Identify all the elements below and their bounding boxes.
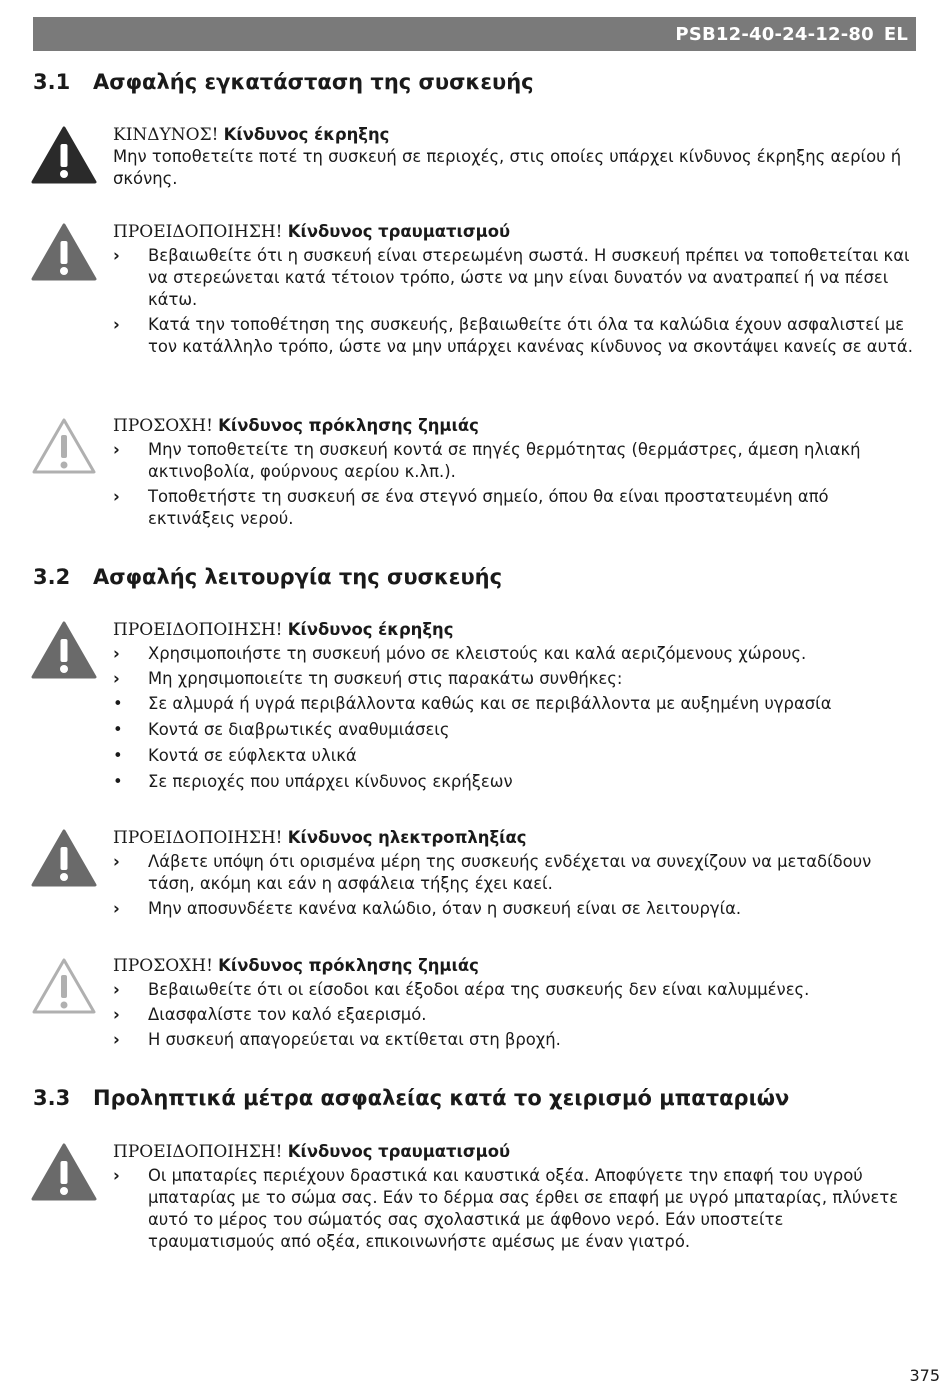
signal-word: ΠΡΟΕΙΔΟΠΟΙΗΣΗ! bbox=[113, 1142, 283, 1162]
warning-block bbox=[113, 619, 913, 797]
warning-icon bbox=[30, 828, 98, 888]
list-item: › Χρησιμοποιήστε τη συσκευή μόνο σε κλειστούς και καλά αεριζόμενους χώρους. bbox=[113, 643, 913, 665]
warning-icon bbox=[30, 620, 98, 680]
signal-word: ΠΡΟΣΟΧΗ! bbox=[113, 416, 213, 436]
danger-icon bbox=[30, 125, 98, 185]
header-bar bbox=[33, 17, 916, 51]
signal-word: ΠΡΟΕΙΔΟΠΟΙΗΣΗ! bbox=[113, 222, 283, 242]
list-item: › Η συσκευή απαγορεύεται να εκτίθεται στη βροχή. bbox=[113, 1029, 913, 1051]
bullet-item: • Κοντά σε εύφλεκτα υλικά bbox=[113, 745, 913, 767]
hazard-title: Κίνδυνος ηλεκτροπληξίας bbox=[287, 828, 527, 847]
list-item: › Οι μπαταρίες περιέχουν δραστικά και καυστικά οξέα. Αποφύγετε την επαφή του υγρού μπαταρίας με το σώμα σας. Εάν το δέρμα σας έρθει σε επαφή με υγρό μπαταρίας, πλύνετε αυτό το μέρος του σώματός σας σχολαστικά με άφθονο νερό. Εάν υποστείτε τραυματισμούς από οξέα, επικοινωνήστε αμέσως με έναν γιατρό. bbox=[113, 1165, 913, 1253]
list-item: › Μη χρησιμοποιείτε τη συσκευή στις παρακάτω συνθήκες: bbox=[113, 668, 913, 690]
hazard-title: Κίνδυνος έκρηξης bbox=[287, 620, 454, 639]
section-heading: Ασφαλής λειτουργία της συσκευής bbox=[93, 565, 503, 589]
caution-block bbox=[113, 415, 913, 533]
hazard-title: Κίνδυνος τραυματισμού bbox=[287, 1142, 511, 1161]
warning-icon bbox=[30, 222, 98, 282]
list-item: › Τοποθετήστε τη συσκευή σε ένα στεγνό σημείο, όπου θα είναι προστατευμένη από εκτινάξεις νερού. bbox=[113, 486, 913, 530]
section-number: 3.1 bbox=[33, 70, 71, 94]
section-title-3-2 bbox=[33, 565, 502, 589]
signal-word: ΚΙΝΔΥΝΟΣ! bbox=[113, 125, 219, 145]
page-number: 375 bbox=[909, 1366, 940, 1385]
list-item: › Μην αποσυνδέετε κανένα καλώδιο, όταν η συσκευή είναι σε λειτουργία. bbox=[113, 898, 913, 920]
hazard-title: Κίνδυνος πρόκλησης ζημιάς bbox=[218, 956, 479, 975]
list-item: › Κατά την τοποθέτηση της συσκευής, βεβαιωθείτε ότι όλα τα καλώδια έχουν ασφαλιστεί με τον κατάλληλο τρόπο, ώστε να μην υπάρχει κανένας κίνδυνος να σκοντάψει κανείς σε αυτά. bbox=[113, 314, 913, 358]
doc-code: PSB12-40-24-12-80 bbox=[675, 23, 874, 45]
list-item: › Μην τοποθετείτε τη συσκευή κοντά σε πηγές θερμότητας (θερμάστρες, άμεση ηλιακή ακτινοβολία, φούρνους αερίου κ.λπ.). bbox=[113, 439, 913, 483]
warning-block bbox=[113, 221, 913, 361]
section-heading: Προληπτικά μέτρα ασφαλείας κατά το χειρισμό μπαταριών bbox=[93, 1086, 790, 1110]
caution-icon bbox=[30, 956, 98, 1016]
list-item: › Λάβετε υπόψη ότι ορισμένα μέρη της συσκευής ενδέχεται να συνεχίζουν να μεταδίδουν τάση, ακόμη και εάν η ασφάλεια τήξης έχει καεί. bbox=[113, 851, 913, 895]
hazard-title: Κίνδυνος πρόκλησης ζημιάς bbox=[218, 416, 479, 435]
bullet-item: • Κοντά σε διαβρωτικές αναθυμιάσεις bbox=[113, 719, 913, 741]
warning-block bbox=[113, 1141, 913, 1256]
hazard-text: Μην τοποθετείτε ποτέ τη συσκευή σε περιοχές, στις οποίες υπάρχει κίνδυνος έκρηξης αερίου ή σκόνης. bbox=[113, 147, 902, 188]
caution-block bbox=[113, 955, 913, 1054]
danger-block bbox=[113, 124, 913, 190]
section-heading: Ασφαλής εγκατάσταση της συσκευής bbox=[93, 70, 534, 94]
bullet-item: • Σε περιοχές που υπάρχει κίνδυνος εκρήξεων bbox=[113, 771, 913, 793]
language-code: EL bbox=[883, 23, 908, 45]
hazard-title: Κίνδυνος έκρηξης bbox=[223, 125, 390, 144]
list-item: › Βεβαιωθείτε ότι οι είσοδοι και έξοδοι αέρα της συσκευής δεν είναι καλυμμένες. bbox=[113, 979, 913, 1001]
section-number: 3.3 bbox=[33, 1086, 71, 1110]
list-item: › Βεβαιωθείτε ότι η συσκευή είναι στερεωμένη σωστά. Η συσκευή πρέπει να τοποθετείται και να στερεώνεται κατά τέτοιον τρόπο, ώστε να μην είναι δυνατόν να ανατραπεί ή να πέσει κάτω. bbox=[113, 245, 913, 311]
bullet-item: • Σε αλμυρά ή υγρά περιβάλλοντα καθώς και σε περιβάλλοντα με αυξημένη υγρασία bbox=[113, 693, 913, 715]
signal-word: ΠΡΟΕΙΔΟΠΟΙΗΣΗ! bbox=[113, 828, 283, 848]
section-title-3-1 bbox=[33, 70, 534, 94]
warning-block bbox=[113, 827, 913, 923]
hazard-title: Κίνδυνος τραυματισμού bbox=[287, 222, 511, 241]
warning-icon bbox=[30, 1142, 98, 1202]
signal-word: ΠΡΟΣΟΧΗ! bbox=[113, 956, 213, 976]
caution-icon bbox=[30, 416, 98, 476]
section-title-3-3 bbox=[33, 1086, 789, 1110]
signal-word: ΠΡΟΕΙΔΟΠΟΙΗΣΗ! bbox=[113, 620, 283, 640]
list-item: › Διασφαλίστε τον καλό εξαερισμό. bbox=[113, 1004, 913, 1026]
section-number: 3.2 bbox=[33, 565, 71, 589]
